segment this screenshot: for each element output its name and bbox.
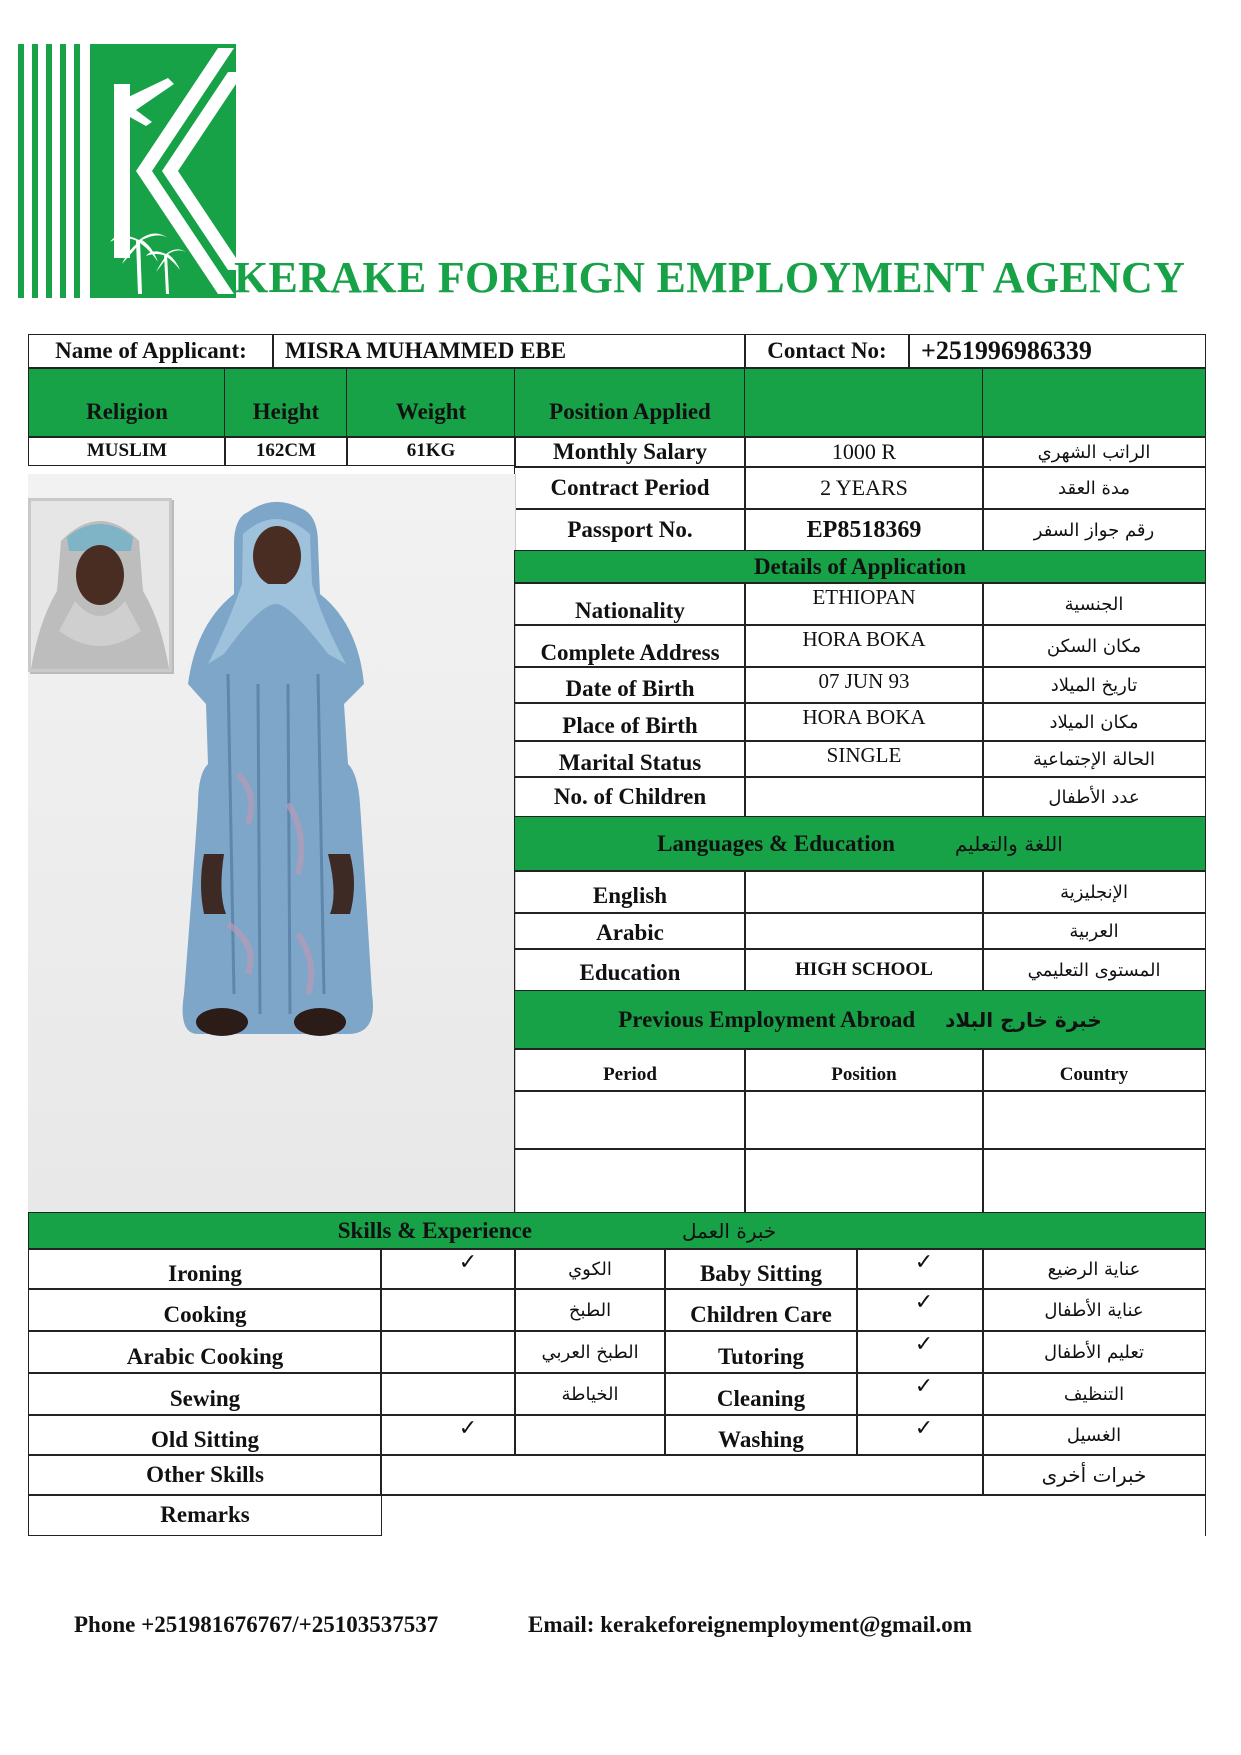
skill-tutoring-check: ✓ [856,1330,984,1374]
remarks-label: Remarks [28,1494,382,1536]
address-value: HORA BOKA [744,624,984,668]
weight-value: 61KG [346,436,516,466]
employment-row-1-position [744,1090,984,1150]
skill-baby-sitting-label: Baby Sitting [664,1248,858,1290]
skill-washing-label: Washing [664,1414,858,1456]
contract-period-value: 2 YEARS [744,466,984,510]
position-applied-label: Position Applied [514,368,746,438]
passport-ar: رقم جواز السفر [982,508,1206,552]
skill-ironing-check: ✓ [380,1248,516,1290]
skill-cooking-ar: الطبخ [514,1288,666,1332]
english-value [744,870,984,914]
nationality-value: ETHIOPAN [744,582,984,626]
skill-arabic-cooking-ar: الطبخ العربي [514,1330,666,1374]
pob-value: HORA BOKA [744,702,984,742]
name-label: Name of Applicant: [28,334,274,368]
children-value [744,776,984,818]
footer-phone: Phone +251981676767/+25103537537 [74,1612,439,1637]
skill-ironing-label: Ironing [28,1248,382,1290]
arabic-value [744,912,984,950]
position-applied-value [744,368,984,438]
passport-value: EP8518369 [744,508,984,552]
weight-label: Weight [346,368,516,438]
english-label: English [514,870,746,914]
employment-row-2-period [514,1148,746,1214]
skill-children-care-check: ✓ [856,1288,984,1332]
contract-period-ar: مدة العقد [982,466,1206,510]
skill-tutoring-ar: تعليم الأطفال [982,1330,1206,1374]
marital-label: Marital Status [514,740,746,778]
dob-value: 07 JUN 93 [744,666,984,704]
skill-children-care-label: Children Care [664,1288,858,1332]
other-skills-label: Other Skills [28,1454,382,1496]
languages-title-en: Languages & Education [657,831,895,856]
skill-tutoring-label: Tutoring [664,1330,858,1374]
remarks-value [380,1494,1206,1536]
applicant-passport-photo [28,498,172,672]
children-ar: عدد الأطفال [982,776,1206,818]
contact-label: Contact No: [744,334,910,368]
col-period: Period [514,1048,746,1092]
height-value: 162CM [224,436,348,466]
contract-period-label: Contract Period [514,466,746,510]
other-skills-value [380,1454,984,1496]
skill-arabic-cooking-check [380,1330,516,1374]
monthly-salary-value: 1000 R [744,436,984,468]
pob-label: Place of Birth [514,702,746,742]
nationality-label: Nationality [514,582,746,626]
details-title: Details of Application [514,550,1206,584]
skill-sewing-ar: الخياطة [514,1372,666,1416]
employment-title-en: Previous Employment Abroad [618,1007,916,1032]
employment-row-2-country [982,1148,1206,1214]
col-country: Country [982,1048,1206,1092]
education-ar: المستوى التعليمي [982,948,1206,992]
skills-title-ar: خبرة العمل [681,1219,777,1243]
skills-title [28,1212,1206,1250]
monthly-salary-ar: الراتب الشهري [982,436,1206,468]
religion-label: Religion [28,368,226,438]
skill-sewing-label: Sewing [28,1372,382,1416]
marital-ar: الحالة الإجتماعية [982,740,1206,778]
other-skills-ar: خبرات أخرى [982,1454,1206,1496]
children-label: No. of Children [514,776,746,818]
languages-title-ar: اللغة والتعليم [954,832,1063,856]
col-position: Position [744,1048,984,1092]
arabic-label: Arabic [514,912,746,950]
employment-row-1-country [982,1090,1206,1150]
skill-children-care-ar: عناية الأطفال [982,1288,1206,1332]
employment-title-ar: خبرة خارج البلاد [945,1008,1102,1032]
skills-title-en: Skills & Experience [337,1218,532,1243]
employment-row-2-position [744,1148,984,1214]
religion-value: MUSLIM [28,436,226,466]
position-applied-ar [982,368,1206,438]
applicant-name: MISRA MUHAMMED EBE [272,334,746,368]
skill-cleaning-label: Cleaning [664,1372,858,1416]
skill-ironing-ar: الكوي [514,1248,666,1290]
skill-cleaning-check: ✓ [856,1372,984,1416]
english-ar: الإنجليزية [982,870,1206,914]
passport-label: Passport No. [514,508,746,552]
skill-cooking-check [380,1288,516,1332]
marital-value: SINGLE [744,740,984,778]
height-label: Height [224,368,348,438]
skill-washing-check: ✓ [856,1414,984,1456]
agency-logo [18,44,236,298]
contact-number: +251996986339 [908,334,1206,368]
employment-title [514,990,1206,1050]
skill-washing-ar: الغسيل [982,1414,1206,1456]
skill-old-sitting-ar [514,1414,666,1456]
address-ar: مكان السكن [982,624,1206,668]
skill-old-sitting-label: Old Sitting [28,1414,382,1456]
footer-email: Email: kerakeforeignemployment@gmail.om [528,1612,972,1637]
dob-label: Date of Birth [514,666,746,704]
skill-cleaning-ar: التنظيف [982,1372,1206,1416]
arabic-ar: العربية [982,912,1206,950]
languages-title [514,816,1206,872]
skill-sewing-check [380,1372,516,1416]
pob-ar: مكان الميلاد [982,702,1206,742]
nationality-ar: الجنسية [982,582,1206,626]
employment-row-1-period [514,1090,746,1150]
skill-arabic-cooking-label: Arabic Cooking [28,1330,382,1374]
education-value: HIGH SCHOOL [744,948,984,992]
monthly-salary-label: Monthly Salary [514,436,746,468]
skill-baby-sitting-check: ✓ [856,1248,984,1290]
agency-name: KERAKE FOREIGN EMPLOYMENT AGENCY [234,253,1186,302]
education-label: Education [514,948,746,992]
skill-old-sitting-check: ✓ [380,1414,516,1456]
dob-ar: تاريخ الميلاد [982,666,1206,704]
skill-cooking-label: Cooking [28,1288,382,1332]
address-label: Complete Address [514,624,746,668]
skill-baby-sitting-ar: عناية الرضيع [982,1248,1206,1290]
